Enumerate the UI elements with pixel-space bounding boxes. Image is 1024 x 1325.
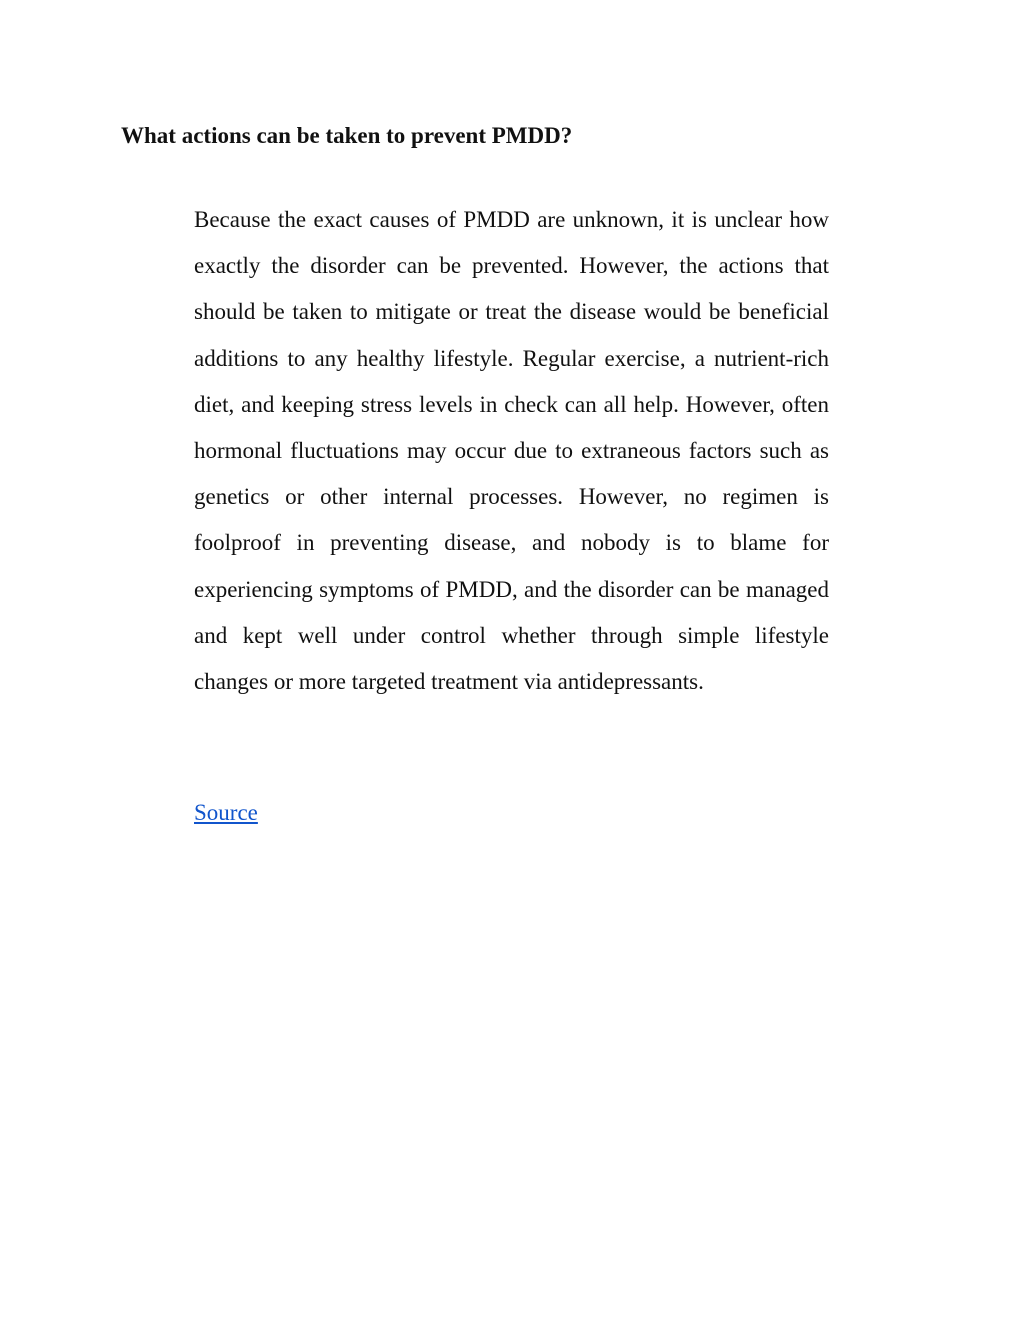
section-heading: What actions can be taken to prevent PMDD?	[121, 123, 573, 148]
source-link[interactable]: Source	[194, 800, 258, 825]
body-paragraph: Because the exact causes of PMDD are unknown, it is unclear how exactly the disorder can be prevented. However, the actions that should be taken to mitigate or treat the disease would be beneficial additions to any healthy lifestyle. Regular exercise, a nutrient-rich diet, and keeping stress levels in check can all help. However, often hormonal fluctuations may occur due to extraneous factors such as genetics or other internal processes. However, no regimen is foolproof in preventing disease, and nobody is to blame for experiencing symptoms of PMDD, and the disorder can be managed and kept well under control whether through simple lifestyle changes or more targeted treatment via antidepressants.	[194, 207, 829, 695]
